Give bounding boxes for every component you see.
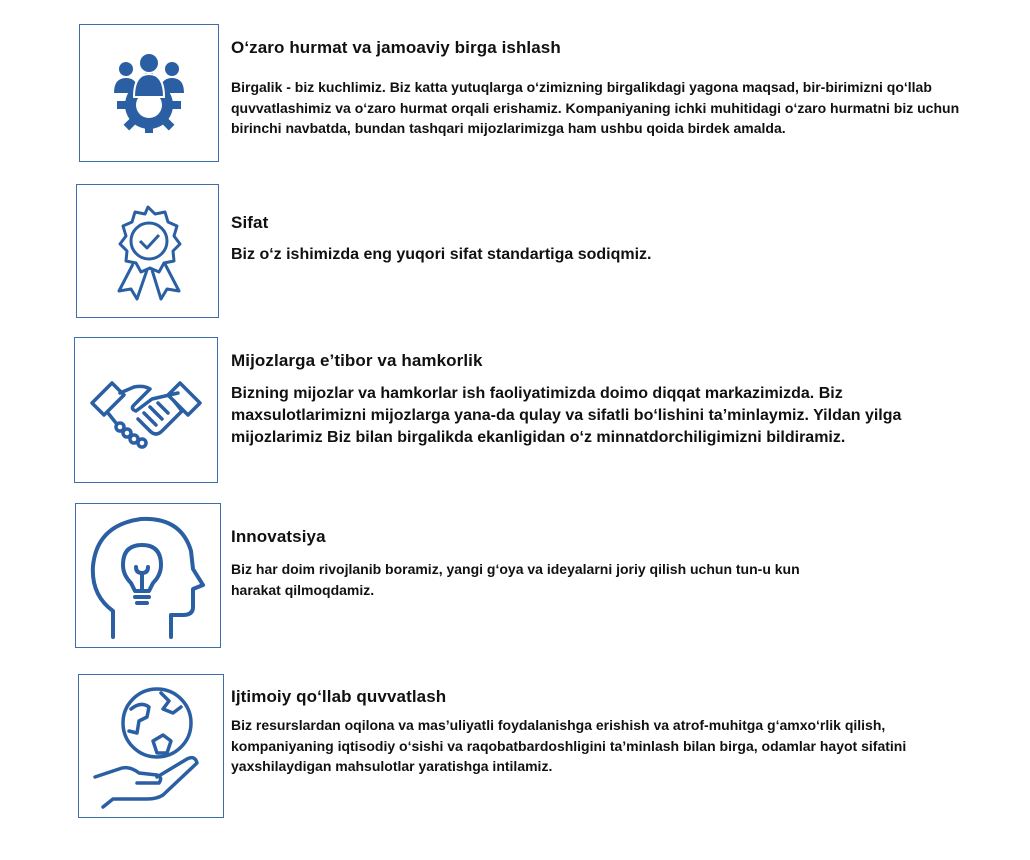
quality-badge-icon <box>103 201 193 301</box>
icon-frame <box>75 503 221 648</box>
idea-head-icon <box>83 511 213 641</box>
item-title: O‘zaro hurmat va jamoaviy birga ishlash <box>231 38 561 57</box>
item-title: Ijtimoiy qo‘llab quvvatlash <box>231 687 447 706</box>
item-title: Mijozlarga e’tibor va hamkorlik <box>231 351 483 370</box>
item-description: Birgalik - biz kuchlimiz. Biz katta yutuqlarga o‘zimizning birgalikdagi yagona maqsad, bir-birimizni qo‘llab quvvatlashimiz va o‘zaro hurmat orqali erishamiz. Kompaniyaning ichki muhitidagi o‘zaro hurmatni biz uchun birinchi navbatda, bundan tashqari mijozlarimizga ham ushbu qoida birdek amalda. <box>231 79 960 136</box>
item-description: Biz har doim rivojlanib boramiz, yangi g‘oya va ideyalarni joriy qilish uchun tun-u kun harakat qilmoqdamiz. <box>231 561 800 598</box>
item-title: Innovatsiya <box>231 527 326 546</box>
item-description: Biz resurslardan oqilona va mas’uliyatli foydalanishga erishish va atrof-muhitga g‘amxo‘rlik qilish, kompaniyaning iqtisodiy o‘sishi va raqobatbardoshligini ta’minlash bilan birga, odamlar hayot sifatini yaxshilaydigan mahsulotlar yaratishga intilamiz. <box>231 717 907 774</box>
icon-frame <box>74 337 218 483</box>
icon-frame <box>78 674 224 818</box>
item-description: Biz o‘z ishimizda eng yuqori sifat standartiga sodiqmiz. <box>231 246 652 263</box>
item-description: Bizning mijozlar va hamkorlar ish faoliyatimizda doimo diqqat markazimizda. Biz maxsulotlarimizni mijozlarga yana-da qulay va sifatli bo‘lishini ta’minlaymiz. Yildan yilga mijozlarimiz Biz bilan birgalikda ekanligidan o‘z minnatdorchiligimizni bildiramiz. <box>231 385 902 446</box>
handshake-icon <box>86 365 206 455</box>
globe-hand-icon <box>91 681 211 811</box>
icon-frame <box>79 24 219 162</box>
icon-frame <box>76 184 219 318</box>
teamwork-gear-icon <box>104 53 194 133</box>
item-title: Sifat <box>231 213 269 232</box>
